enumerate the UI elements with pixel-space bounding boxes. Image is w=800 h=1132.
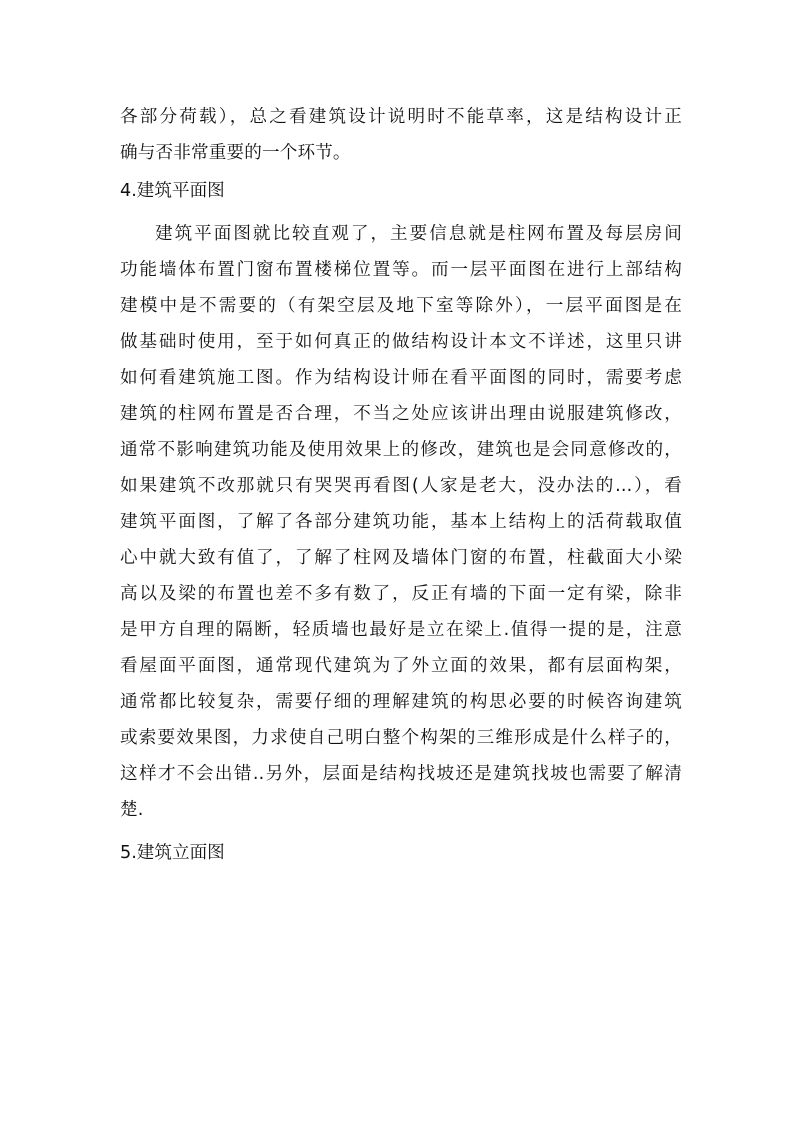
paragraph-line: 心中就大致有值了，了解了柱网及墙体门窗的布置，柱截面大小梁: [120, 548, 682, 568]
paragraph-line: 建模中是不需要的（有架空层及地下室等除外），一层平面图是在: [120, 296, 682, 316]
section-heading-5: 5.建筑立面图: [120, 843, 225, 863]
paragraph-line: 楚.: [120, 800, 144, 820]
paragraph-line: 建筑平面图就比较直观了，主要信息就是柱网布置及每层房间: [155, 224, 682, 244]
paragraph-line: 这样才不会出错..另外，层面是结构找坡还是建筑找坡也需要了解清: [120, 764, 682, 784]
paragraph-line: 看屋面平面图，通常现代建筑为了外立面的效果，都有层面构架，: [120, 656, 682, 676]
paragraph-line: 确与否非常重要的一个环节。: [120, 143, 351, 163]
paragraph-line: 或索要效果图，力求使自己明白整个构架的三维形成是什么样子的，: [120, 728, 682, 748]
section-4-paragraph: [120, 216, 682, 828]
document-body: [120, 99, 682, 871]
paragraph-line: 建筑平面图，了解了各部分建筑功能，基本上结构上的活荷载取值: [120, 512, 682, 532]
continued-paragraph: [120, 99, 682, 171]
section-heading-4: 4.建筑平面图: [120, 181, 225, 201]
paragraph-line: 各部分荷载），总之看建筑设计说明时不能草率，这是结构设计正: [120, 107, 682, 127]
paragraph-line: 功能墙体布置门窗布置楼梯位置等。而一层平面图在进行上部结构: [120, 260, 682, 280]
paragraph-line: 高以及梁的布置也差不多有数了，反正有墙的下面一定有梁，除非: [120, 584, 682, 604]
paragraph-line: 如何看建筑施工图。作为结构设计师在看平面图的同时，需要考虑: [120, 368, 682, 388]
paragraph-line: 如果建筑不改那就只有哭哭再看图(人家是老大，没办法的...），看: [120, 476, 682, 496]
paragraph-line: 是甲方自理的隔断，轻质墙也最好是立在梁上.值得一提的是，注意: [120, 620, 682, 640]
paragraph-line: 通常不影响建筑功能及使用效果上的修改，建筑也是会同意修改的，: [120, 440, 682, 460]
paragraph-line: 做基础时使用，至于如何真正的做结构设计本文不详述，这里只讲: [120, 332, 682, 352]
paragraph-line: 建筑的柱网布置是否合理，不当之处应该讲出理由说服建筑修改，: [120, 404, 682, 424]
paragraph-line: 通常都比较复杂，需要仔细的理解建筑的构思必要的时候咨询建筑: [120, 692, 682, 712]
